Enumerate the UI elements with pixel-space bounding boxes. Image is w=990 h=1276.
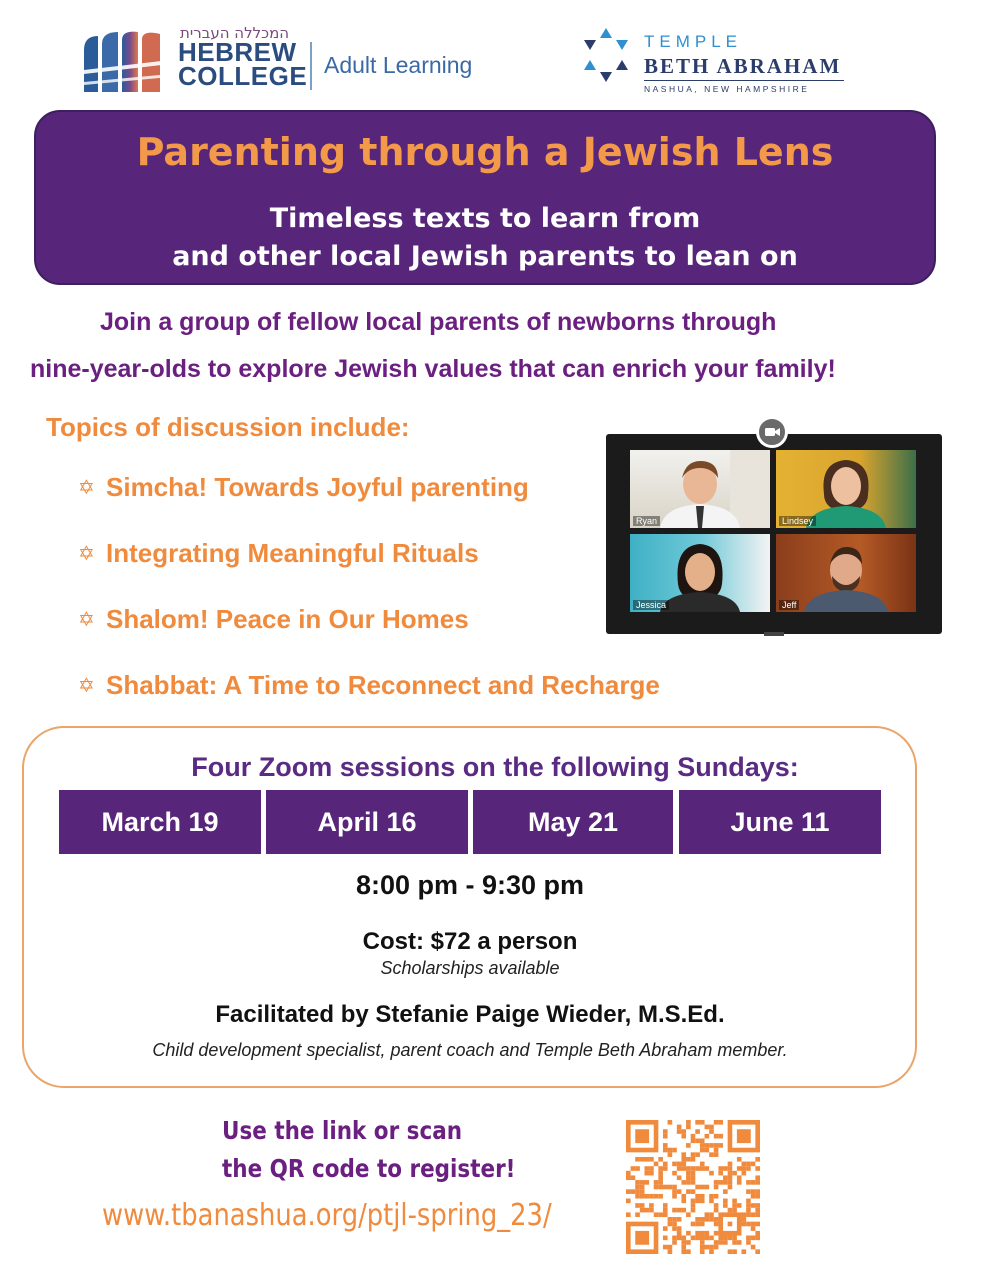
hebrew-college-logo [82, 26, 482, 96]
qr-code[interactable] [626, 1120, 760, 1254]
title-banner [34, 110, 936, 285]
video-tile [776, 450, 916, 528]
monitor-stand [764, 632, 784, 636]
video-tile [630, 450, 770, 528]
subtitle-line2: and other local Jewish parents to lean on [172, 241, 798, 272]
session-date: May 21 [473, 790, 673, 854]
temple-location: NASHUA, NEW HAMPSHIRE [644, 84, 810, 94]
topic-label: Simcha! Towards Joyful parenting [106, 472, 529, 502]
page-subtitle [36, 200, 934, 276]
hebrew-college-name-line1: HEBREW [178, 37, 297, 67]
session-time: 8:00 pm - 9:30 pm [355, 870, 585, 900]
zoom-call-illustration [606, 434, 942, 634]
temple-logo-rule [644, 80, 844, 81]
participant-name: Ryan [633, 516, 660, 526]
temple-label: TEMPLE [644, 32, 743, 51]
topics-heading: Topics of discussion include: [46, 412, 410, 442]
page-title: Parenting through a Jewish Lens [136, 130, 834, 174]
logo-divider [310, 42, 312, 90]
topic-item [78, 604, 469, 635]
star-of-david-bullet-icon: ✡ [78, 607, 95, 631]
participant-name: Jessica [633, 600, 669, 610]
register-line1: Use the link or scan [222, 1116, 463, 1145]
star-of-david-icon [580, 26, 632, 84]
subtitle-line1: Timeless texts to learn from [269, 203, 701, 234]
intro-line2: nine-year-olds to explore Jewish values that can enrich your family! [30, 355, 836, 383]
hebrew-college-emblem-icon [82, 30, 172, 94]
video-tile [630, 534, 770, 612]
hebrew-college-name [178, 37, 308, 91]
hebrew-college-name-line2: COLLEGE [178, 61, 308, 91]
sessions-heading: Four Zoom sessions on the following Sundays: [191, 752, 799, 782]
session-date: March 19 [59, 790, 261, 854]
star-of-david-bullet-icon: ✡ [78, 475, 95, 499]
hebrew-college-hebrew-name: המכללה העברית [180, 24, 290, 42]
session-date: April 16 [266, 790, 468, 854]
register-line2: the QR code to register! [222, 1154, 516, 1183]
topic-label: Integrating Meaningful Rituals [106, 538, 479, 568]
facilitator-description: Child development specialist, parent coach and Temple Beth Abraham member. [152, 1040, 788, 1060]
topic-item [78, 670, 660, 701]
participant-name: Lindsey [779, 516, 816, 526]
topic-item [78, 538, 479, 569]
session-date: June 11 [679, 790, 881, 854]
scholarships-note: Scholarships available [380, 958, 560, 978]
camera-glyph-icon [759, 419, 785, 445]
star-of-david-bullet-icon: ✡ [78, 673, 95, 697]
video-camera-icon [756, 416, 788, 448]
temple-beth-abraham-logo [580, 22, 870, 96]
cost-label: Cost: $72 a person [362, 928, 578, 955]
star-of-david-bullet-icon: ✡ [78, 541, 95, 565]
topic-item [78, 472, 529, 503]
registration-link[interactable]: www.tbanashua.org/ptjl-spring_23/ [102, 1198, 552, 1233]
beth-abraham-label: BETH ABRAHAM [644, 54, 842, 78]
adult-learning-label: Adult Learning [324, 52, 473, 78]
topic-label: Shabbat: A Time to Reconnect and Recharge [106, 670, 660, 700]
participant-name: Jeff [779, 600, 799, 610]
video-tile [776, 534, 916, 612]
facilitator-name: Facilitated by Stefanie Paige Wieder, M.S.Ed. [215, 1001, 725, 1028]
topic-label: Shalom! Peace in Our Homes [106, 604, 469, 634]
intro-line1: Join a group of fellow local parents of newborns through [100, 308, 777, 336]
